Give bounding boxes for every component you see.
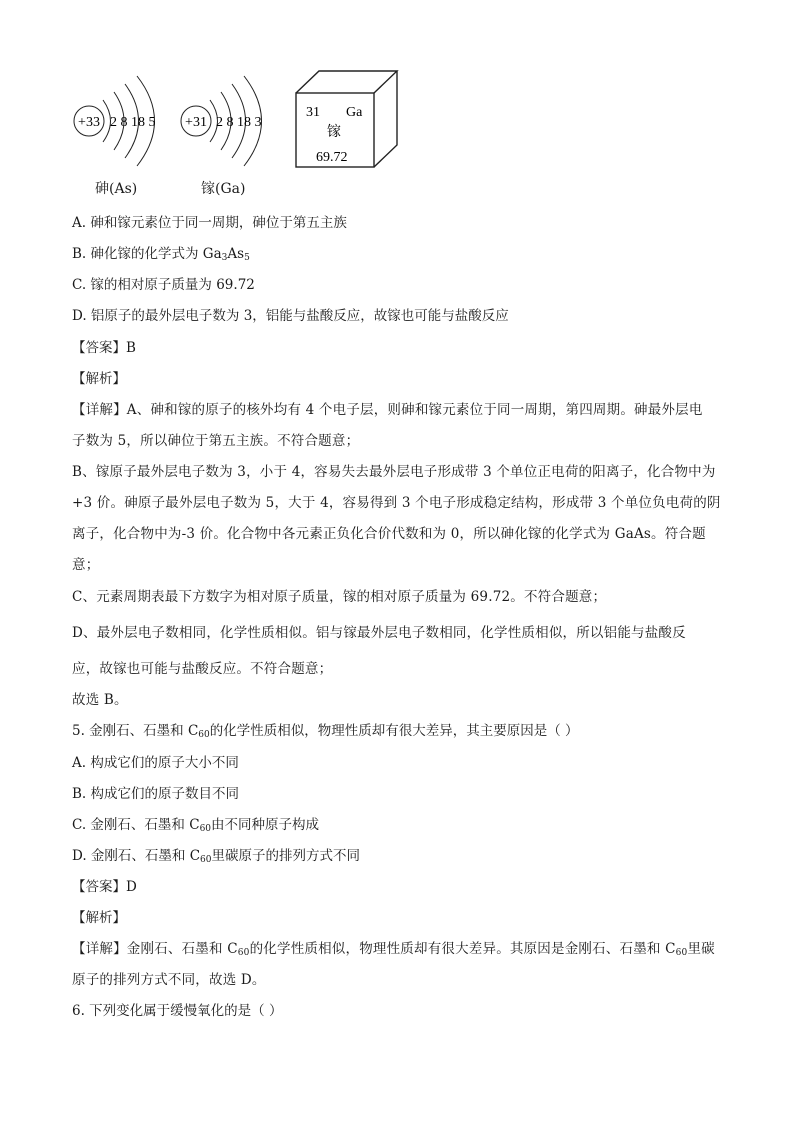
q4-answer: 【答案】B <box>72 340 136 356</box>
q5-option-c: C. 金刚石、石墨和 $C_{60}$由不同种原子构成 <box>72 817 320 834</box>
arsenic-atom-diagram <box>74 76 156 166</box>
element-atomic-number: 31 <box>306 105 320 120</box>
element-atomic-mass: 69.72 <box>316 150 348 165</box>
gallium-element-cell <box>296 71 397 167</box>
q4-detail-line: 意； <box>72 557 100 573</box>
q4-option-d: D. 铝原子的最外层电子数为 3，铝能与盐酸反应，故镓也可能与盐酸反应 <box>72 308 509 324</box>
q4-detail-line: 子数为 5，所以砷位于第五主族。不符合题意； <box>72 433 360 449</box>
q5-detail-line: 【详解】金刚石、石墨和 $C_{60}$的化学性质相似，物理性质却有很大差异。其原因是金刚石、石墨和 $C_{60}$里碳 <box>72 941 715 958</box>
q4-conclusion: 故选 B。 <box>72 692 128 708</box>
arsenic-shell-counts: 2 8 18 5 <box>110 115 156 130</box>
atom-figure <box>0 0 794 200</box>
q5-detail-line: 原子的排列方式不同，故选 D。 <box>72 972 266 988</box>
q4-detail-line: 离子，化合物中为-3 价。化合物中各元素正负化合价代数和为 0，所以砷化镓的化学式为 GaAs。符合题 <box>72 526 706 542</box>
arsenic-nucleus-charge: +33 <box>78 115 100 130</box>
q4-detail-line: B、镓原子最外层电子数为 3，小于 4，容易失去最外层电子形成带 3 个单位正电荷的阳离子，化合物中为 <box>72 464 716 480</box>
q5-answer: 【答案】D <box>72 879 137 895</box>
q6-stem: 6. 下列变化属于缓慢氧化的是（ ） <box>72 1003 283 1019</box>
q5-option-a: A. 构成它们的原子大小不同 <box>72 755 239 771</box>
q4-detail-line: D、最外层电子数相同，化学性质相似。铝与镓最外层电子数相同，化学性质相似，所以铝能与盐酸反 <box>72 625 686 641</box>
q4-detail-line: +3 价。砷原子最外层电子数为 5，大于 4，容易得到 3 个电子形成稳定结构，形成带 3 个单位负电荷的阴 <box>72 495 721 511</box>
q4-detail-line: 应，故镓也可能与盐酸反应。不符合题意； <box>72 661 333 677</box>
q5-analysis-heading: 【解析】 <box>72 910 126 926</box>
element-cell-side <box>374 71 397 167</box>
q4-option-c: C. 镓的相对原子质量为 69.72 <box>72 277 255 293</box>
q5-option-d: D. 金刚石、石墨和 $C_{60}$里碳原子的排列方式不同 <box>72 848 360 865</box>
arsenic-caption: 砷(As) <box>95 181 138 197</box>
gallium-shell-counts: 2 8 18 3 <box>216 115 262 130</box>
element-cell-top <box>296 71 397 93</box>
q4-detail-line: C、元素周期表最下方数字为相对原子质量，镓的相对原子质量为 69.72。不符合题意； <box>72 589 607 605</box>
q4-option-b: B. 砷化镓的化学式为 $Ga_3As_5$ <box>72 246 250 263</box>
q4-detail-line: 【详解】A、砷和镓的原子的核外均有 4 个电子层，则砷和镓元素位于同一周期，第四周期。砷最外层电 <box>72 402 703 418</box>
gallium-atom-diagram <box>181 76 262 166</box>
q5-stem: 5. 金刚石、石墨和 $C_{60}$的化学性质相似，物理性质却有很大差异，其主要原因是（ ） <box>72 723 579 740</box>
gallium-caption: 镓(Ga) <box>201 181 246 197</box>
q4-option-a: A. 砷和镓元素位于同一周期，砷位于第五主族 <box>72 215 347 231</box>
element-symbol: Ga <box>346 105 363 120</box>
element-name: 镓 <box>327 125 341 140</box>
gallium-nucleus-charge: +31 <box>185 115 207 130</box>
q5-option-b: B. 构成它们的原子数目不同 <box>72 786 240 802</box>
q4-analysis-heading: 【解析】 <box>72 371 126 387</box>
